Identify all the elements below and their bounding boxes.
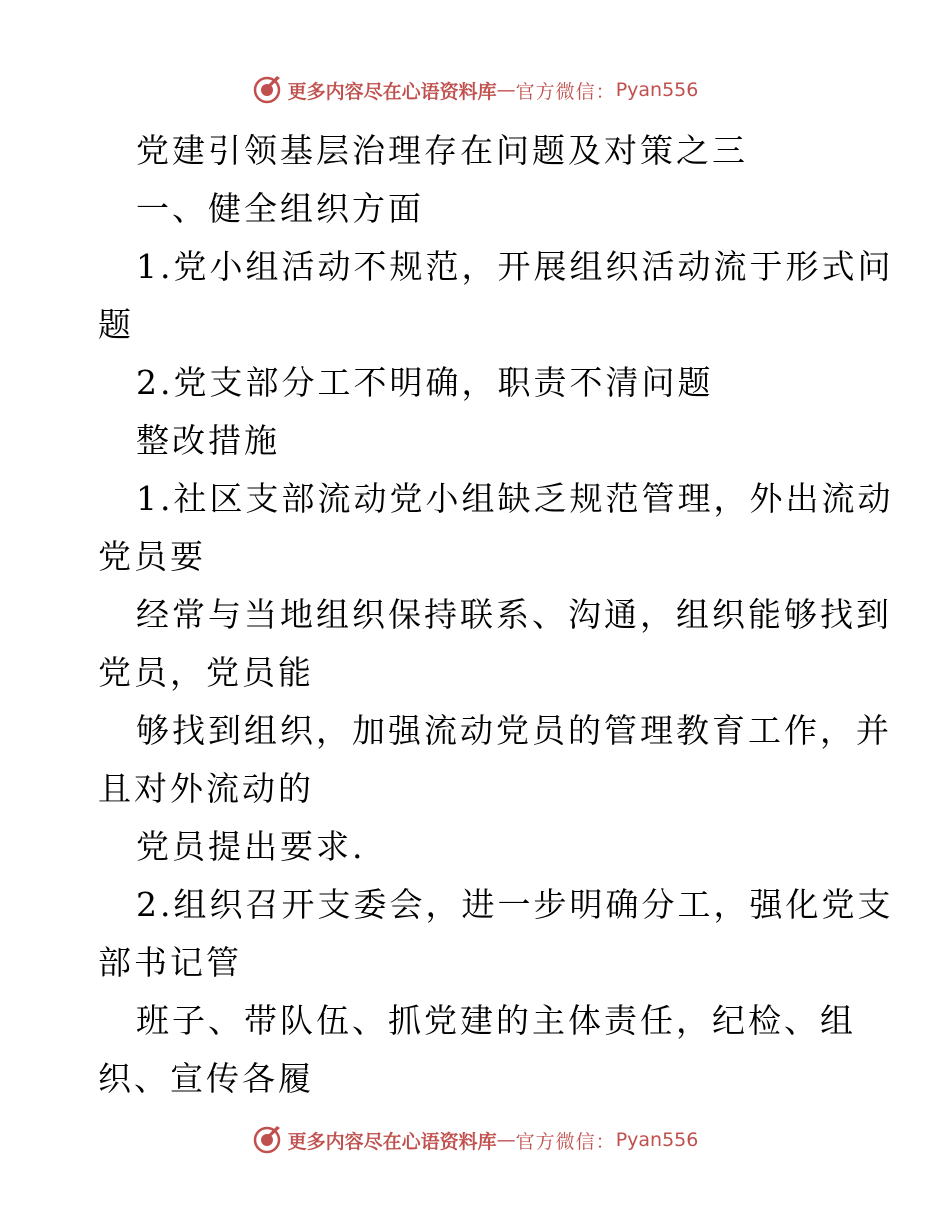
watermark-separator: — <box>496 79 516 101</box>
watermark-brand: 更多内容尽在心语资料库 <box>287 80 497 103</box>
paragraph-line: 够找到组织，加强流动党员的管理教育工作，并 <box>136 711 892 750</box>
footer-watermark <box>0 1122 950 1158</box>
watermark-separator: — <box>496 1129 516 1151</box>
paragraph-line: 部书记管 <box>98 943 242 982</box>
document-title: 党建引领基层治理存在问题及对策之三 <box>136 131 748 170</box>
quill-seal-icon <box>252 75 282 105</box>
section-heading: 一、健全组织方面 <box>136 189 424 228</box>
paragraph-line: 班子、带队伍、抓党建的主体责任，纪检、组 <box>136 1001 856 1040</box>
paragraph-line: 党员提出要求. <box>136 827 366 866</box>
paragraph-line: 党员，党员能 <box>98 653 314 692</box>
paragraph-line: 题 <box>98 305 134 344</box>
watermark-wechat-id: Pyan556 <box>615 79 699 101</box>
watermark-official-label: 官方微信： <box>515 80 616 103</box>
paragraph-line: 党员要 <box>98 537 206 576</box>
document-body <box>98 122 894 1108</box>
header-watermark <box>0 72 950 108</box>
paragraph-line: 2.党支部分工不明确，职责不清问题 <box>136 363 714 402</box>
watermark-wechat-id: Pyan556 <box>615 1129 699 1151</box>
paragraph-line: 1.党小组活动不规范，开展组织活动流于形式问 <box>136 247 894 286</box>
paragraph-line: 2.组织召开支委会，进一步明确分工，强化党支 <box>136 885 894 924</box>
paragraph-line: 1.社区支部流动党小组缺乏规范管理，外出流动 <box>136 479 894 518</box>
paragraph-line: 织、宣传各履 <box>98 1059 314 1098</box>
quill-seal-icon <box>252 1125 282 1155</box>
paragraph-line: 经常与当地组织保持联系、沟通，组织能够找到 <box>136 595 892 634</box>
subsection-heading: 整改措施 <box>136 421 280 460</box>
paragraph-line: 且对外流动的 <box>98 769 314 808</box>
watermark-brand: 更多内容尽在心语资料库 <box>287 1130 497 1153</box>
watermark-official-label: 官方微信： <box>515 1130 616 1153</box>
